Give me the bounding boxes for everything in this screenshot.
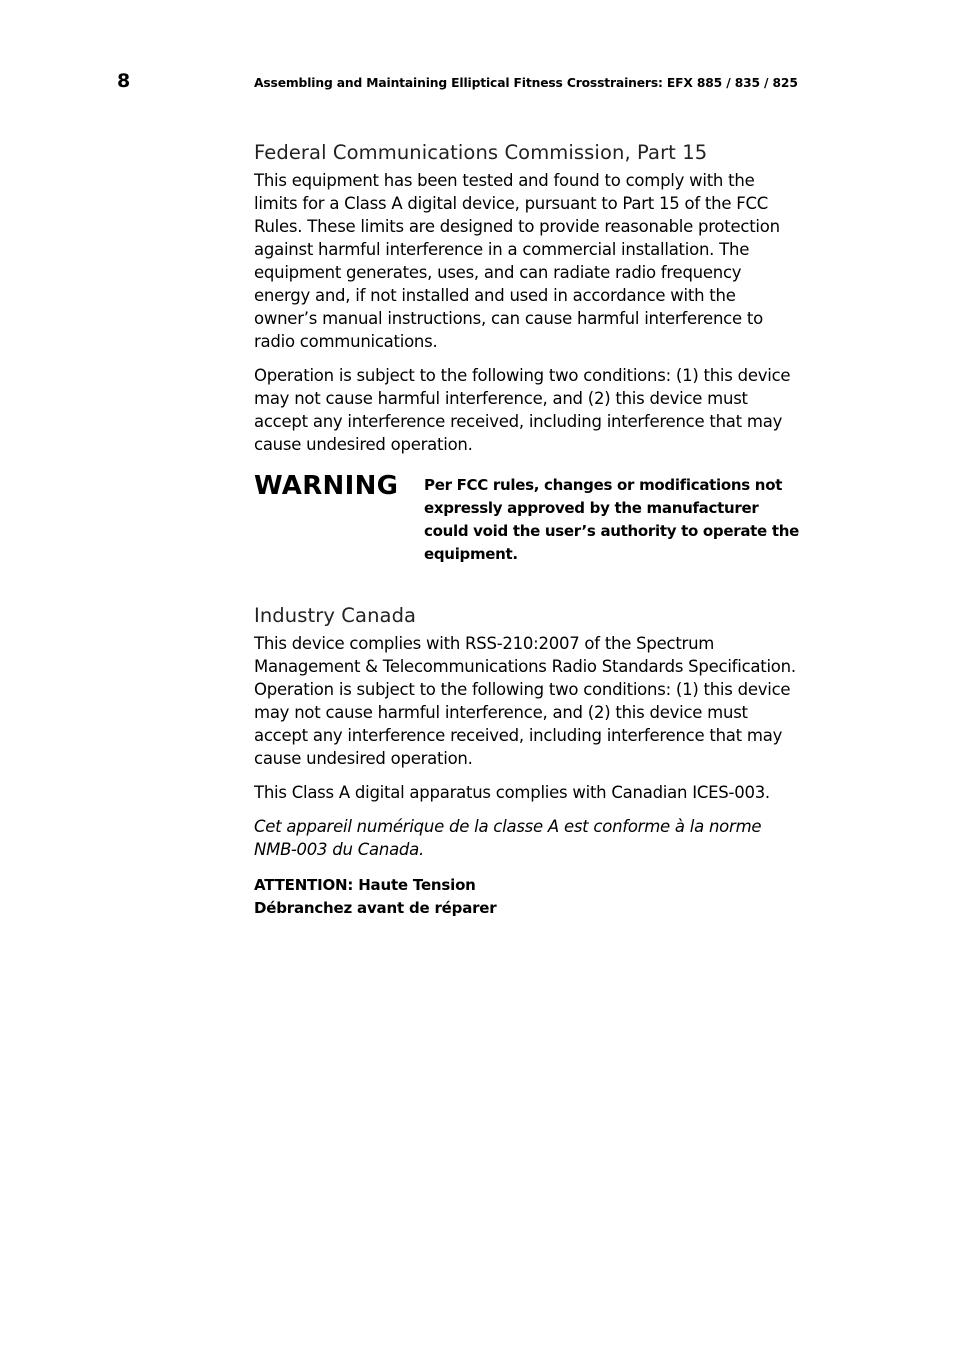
industry-canada-french-paragraph: Cet appareil numérique de la classe A est conforme à la norme NMB-003 du Canada. [254,817,762,859]
attention-line-2: Débranchez avant de réparer [254,899,497,917]
industry-canada-heading: Industry Canada [254,604,417,627]
warning-block [254,470,802,566]
fcc-paragraph-1: This equipment has been tested and found to comply with the limits for a Class A digital device, pursuant to Part 15 of the FCC Rules. These limits are designed to provide reasonable protection against harmful interference in a commercial installation. The equipment generates, uses, and can radiate radio frequency energy and, if not installed and used in accordance with the owner’s manual instructions, can cause harmful interference to radio communications. [254,171,780,351]
warning-text: Per FCC rules, changes or modifications not expressly approved by the manufacturer could void the user’s authority to operate the equipment. [424,476,799,563]
fcc-section [254,139,802,566]
attention-notice [254,874,802,920]
fcc-heading: Federal Communications Commission, Part 15 [254,141,708,164]
page-number: 8 [117,70,131,92]
attention-line-1: ATTENTION: Haute Tension [254,876,476,894]
industry-canada-paragraph-2: This Class A digital apparatus complies with Canadian ICES-003. [254,783,770,802]
page-content [254,139,802,920]
industry-canada-paragraph-1: This device complies with RSS-210:2007 of the Spectrum Management & Telecommunications Radio Standards Specification. Operation is subject to the following two conditions: (1) this device may not cause harmful interference, and (2) this device must accept any interference received, including interference that may cause undesired operation. [254,634,796,768]
running-header: Assembling and Maintaining Elliptical Fitness Crosstrainers: EFX 885 / 835 / 825 [254,76,798,90]
fcc-paragraph-2: Operation is subject to the following two conditions: (1) this device may not cause harmful interference, and (2) this device must accept any interference received, including interference that may cause undesired operation. [254,366,791,454]
industry-canada-section [254,602,802,920]
warning-label: WARNING [254,471,399,501]
